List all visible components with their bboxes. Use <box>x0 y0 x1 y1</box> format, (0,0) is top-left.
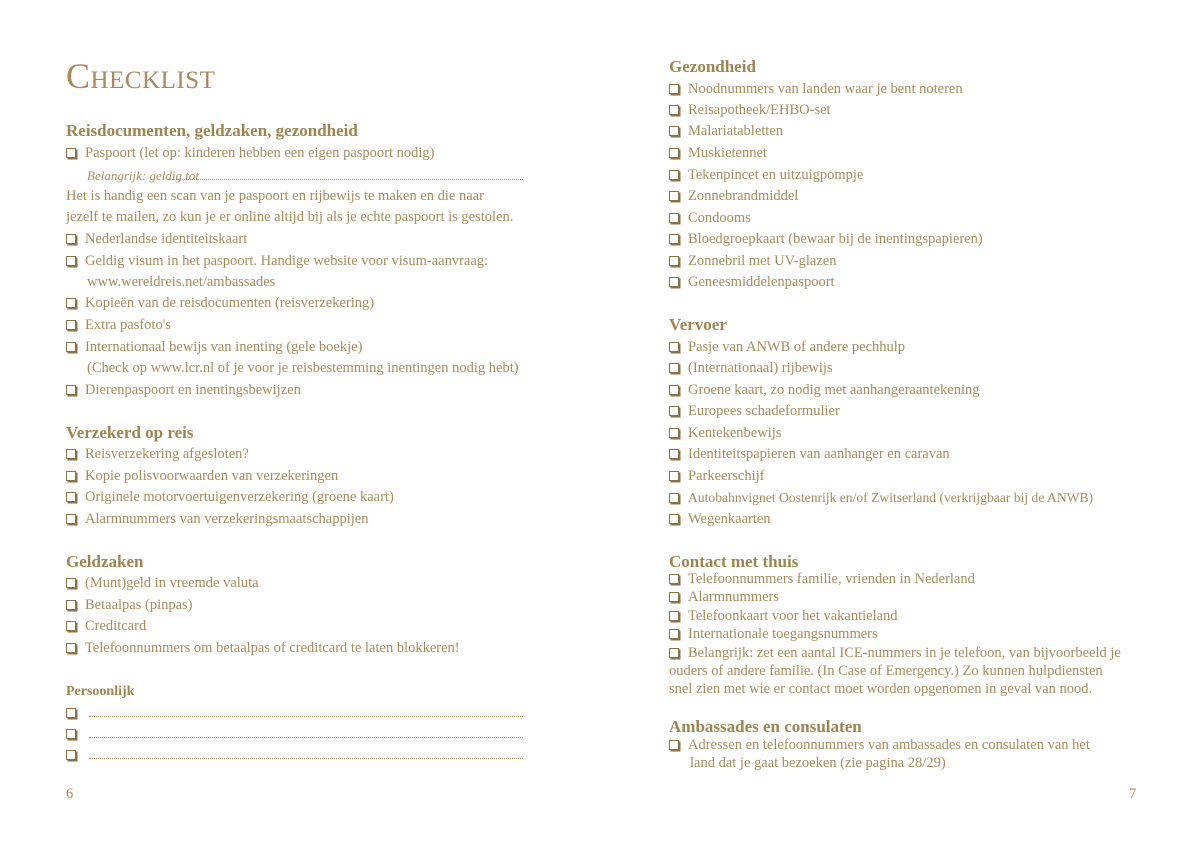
checklist-item[interactable] <box>669 509 771 530</box>
checkbox-icon[interactable] <box>669 574 679 584</box>
checklist-item[interactable] <box>669 121 783 142</box>
checkbox-icon[interactable] <box>669 740 679 750</box>
checklist-item-photos[interactable] <box>66 315 171 336</box>
item-label: Tekenpincet en uitzuigpompje <box>688 167 864 183</box>
checklist-item-pet-passport[interactable] <box>66 380 301 401</box>
checklist-item[interactable] <box>66 573 259 594</box>
checkbox-icon[interactable] <box>66 600 76 610</box>
embassy-note-line: land dat je gaat bezoeken (zie pagina 28/29) <box>690 755 946 771</box>
checkbox-icon[interactable] <box>66 514 76 524</box>
item-label: Wegenkaarten <box>688 511 771 527</box>
page-title: Checklist <box>66 56 216 96</box>
item-label: Telefoonkaart voor het vakantieland <box>688 608 898 624</box>
checkbox-icon[interactable] <box>66 342 76 352</box>
item-label: Belangrijk: zet een aantal ICE-nummers in je telefoon, van bijvoorbeeld je <box>688 645 1121 661</box>
item-label: Internationaal bewijs van inenting (gele boekje) <box>85 339 363 355</box>
item-label: Paspoort (let op: kinderen hebben een eigen paspoort nodig) <box>85 145 435 161</box>
fill-in-line[interactable] <box>89 716 523 717</box>
checkbox-icon[interactable] <box>66 643 76 653</box>
checklist-item[interactable] <box>669 444 950 465</box>
item-label: Nederlandse identiteitskaart <box>85 231 248 247</box>
checklist-item[interactable] <box>669 79 963 100</box>
checkbox-icon[interactable] <box>66 449 76 459</box>
checkbox-icon[interactable] <box>66 492 76 502</box>
checkbox-icon[interactable] <box>669 648 679 658</box>
item-label: Geldig visum in het paspoort. Handige website voor visum-aanvraag: <box>85 253 489 269</box>
visa-website: www.wereldreis.net/ambassades <box>87 274 276 290</box>
item-label: Telefoonnummers familie, vrienden in Nederland <box>688 571 975 587</box>
item-label: Kopieën van de reisdocumenten (reisverzekering) <box>85 295 375 311</box>
item-label: Adressen en telefoonnummers van ambassades en consulaten van het <box>688 737 1090 753</box>
checklist-item-visa[interactable] <box>66 251 488 272</box>
item-label: Originele motorvoertuigenverzekering (groene kaart) <box>85 489 394 505</box>
checklist-item-blank[interactable] <box>66 745 85 766</box>
item-label: Reisverzekering afgesloten? <box>85 446 249 462</box>
checklist-item[interactable] <box>66 466 338 487</box>
checkbox-icon[interactable] <box>66 298 76 308</box>
passport-valid-note: Belangrijk: geldig tot <box>87 168 199 183</box>
item-label: Geneesmiddelenpaspoort <box>688 274 835 290</box>
checklist-item[interactable] <box>669 607 898 626</box>
item-label: Noodnummers van landen waar je bent noteren <box>688 81 963 97</box>
item-label: Muskietennet <box>688 145 767 161</box>
checkbox-icon[interactable] <box>669 170 679 180</box>
checklist-item[interactable] <box>66 487 394 508</box>
item-label: (Munt)geld in vreemde valuta <box>85 575 259 591</box>
checklist-item[interactable] <box>66 595 193 616</box>
checkbox-icon[interactable] <box>669 514 679 524</box>
fill-in-line[interactable] <box>168 179 523 180</box>
checklist-item[interactable] <box>669 143 767 164</box>
checkbox-icon[interactable] <box>669 234 679 244</box>
checkbox-icon[interactable] <box>669 406 679 416</box>
page-number-left: 6 <box>66 786 74 802</box>
checklist-item[interactable] <box>669 251 836 272</box>
checkbox-icon[interactable] <box>669 84 679 94</box>
checkbox-icon[interactable] <box>669 471 679 481</box>
checkbox-icon[interactable] <box>66 256 76 266</box>
item-label: Europees schadeformulier <box>688 403 840 419</box>
item-label: Telefoonnummers om betaalpas of creditcard te laten blokkeren! <box>85 640 460 656</box>
item-label: Kopie polisvoorwaarden van verzekeringen <box>85 468 339 484</box>
checklist-item[interactable] <box>669 423 781 444</box>
tip-text-line: jezelf te mailen, zo kun je er online altijd bij als je echte paspoort is gestolen. <box>66 209 514 225</box>
section-heading-contact: Contact met thuis <box>669 552 799 571</box>
item-label: Creditcard <box>85 618 147 634</box>
checklist-item-vaccination[interactable] <box>66 337 362 358</box>
item-label: Internationale toegangsnummers <box>688 626 878 642</box>
section-heading-insurance: Verzekerd op reis <box>66 423 194 442</box>
checklist-item[interactable] <box>669 401 840 422</box>
item-label: Kentekenbewijs <box>688 425 782 441</box>
checkbox-icon[interactable] <box>669 126 679 136</box>
checkbox-icon[interactable] <box>669 342 679 352</box>
checkbox-icon[interactable] <box>669 191 679 201</box>
checkbox-icon[interactable] <box>669 493 679 503</box>
checklist-item-blank[interactable] <box>66 703 85 724</box>
item-label: Bloedgroepkaart (bewaar bij de inentingspapieren) <box>688 231 983 247</box>
checkbox-icon[interactable] <box>66 148 76 158</box>
item-label: Reisapotheek/EHBO-set <box>688 102 831 118</box>
checkbox-icon[interactable] <box>66 578 76 588</box>
checklist-item[interactable] <box>669 466 765 487</box>
checkbox-icon[interactable] <box>669 611 679 621</box>
item-label: Alarmnummers van verzekeringsmaatschappijen <box>85 511 369 527</box>
checklist-item-passport[interactable] <box>66 143 435 164</box>
ice-note-line: ouders of andere familie. (In Case of Emergency.) Zo kunnen hulpdiensten <box>669 663 1103 679</box>
fill-in-line[interactable] <box>89 737 523 738</box>
checklist-item[interactable] <box>66 638 460 659</box>
checkbox-icon[interactable] <box>66 320 76 330</box>
section-heading-health: Gezondheid <box>669 57 756 76</box>
checkbox-icon[interactable] <box>669 385 679 395</box>
checkbox-icon[interactable] <box>669 256 679 266</box>
checkbox-icon[interactable] <box>669 428 679 438</box>
checkbox-icon[interactable] <box>669 449 679 459</box>
checkbox-icon[interactable] <box>669 277 679 287</box>
checkbox-icon[interactable] <box>66 385 76 395</box>
item-label: Zonnebrandmiddel <box>688 188 799 204</box>
checkbox-icon[interactable] <box>669 105 679 115</box>
checklist-item[interactable] <box>669 186 798 207</box>
checklist-item[interactable] <box>669 165 863 186</box>
item-label: Zonnebril met UV-glazen <box>688 253 837 269</box>
checklist-item[interactable] <box>669 208 751 229</box>
checklist-item-copies[interactable] <box>66 293 374 314</box>
item-label: Extra pasfoto's <box>85 317 171 333</box>
checkbox-icon[interactable] <box>66 234 76 244</box>
checklist-item-blank[interactable] <box>66 724 85 745</box>
checkbox-icon[interactable] <box>66 729 76 739</box>
checkbox-icon[interactable] <box>669 148 679 158</box>
section-heading-documents: Reisdocumenten, geldzaken, gezondheid <box>66 121 358 140</box>
item-label: Groene kaart, zo nodig met aanhangeraantekening <box>688 382 980 398</box>
item-label: Condooms <box>688 210 751 226</box>
checklist-item[interactable] <box>669 588 779 607</box>
fill-in-line[interactable] <box>89 758 523 759</box>
section-heading-money: Geldzaken <box>66 552 144 571</box>
checklist-item[interactable] <box>669 625 878 644</box>
checklist-item[interactable] <box>669 337 905 358</box>
item-label: Betaalpas (pinpas) <box>85 597 193 613</box>
checklist-item[interactable] <box>669 570 975 589</box>
checklist-item[interactable] <box>669 487 1093 508</box>
checklist-item[interactable] <box>669 358 833 379</box>
checklist-item[interactable] <box>66 616 146 637</box>
page-number-right: 7 <box>1129 786 1137 802</box>
section-heading-embassy: Ambassades en consulaten <box>669 717 862 736</box>
section-heading-transport: Vervoer <box>669 315 727 334</box>
checkbox-icon[interactable] <box>66 708 76 718</box>
item-label: Identiteitspapieren van aanhanger en caravan <box>688 446 950 462</box>
checklist-item-ice[interactable] <box>669 644 1121 663</box>
checkbox-icon[interactable] <box>66 471 76 481</box>
checkbox-icon[interactable] <box>669 213 679 223</box>
tip-text-line: Het is handig een scan van je paspoort en rijbewijs te maken en die naar <box>66 188 484 204</box>
checkbox-icon[interactable] <box>66 750 76 760</box>
checkbox-icon[interactable] <box>669 629 679 639</box>
item-label: Alarmnummers <box>688 589 780 605</box>
checkbox-icon[interactable] <box>66 621 76 631</box>
item-label: Dierenpaspoort en inentingsbewijzen <box>85 382 301 398</box>
checklist-item[interactable] <box>669 100 831 121</box>
checklist-item[interactable] <box>66 509 368 530</box>
checklist-item-id-card[interactable] <box>66 229 247 250</box>
vaccination-note: (Check op www.lcr.nl of je voor je reisbestemming inentingen nodig hebt) <box>87 360 519 376</box>
checkbox-icon[interactable] <box>669 363 679 373</box>
item-label: Parkeerschijf <box>688 468 765 484</box>
checklist-item[interactable] <box>669 380 979 401</box>
item-label: Malariatabletten <box>688 123 784 139</box>
ice-note-line: snel zien met wie er contact moet worden opgenomen in geval van nood. <box>669 681 1093 697</box>
checklist-item[interactable] <box>669 229 983 250</box>
item-label: Pasje van ANWB of andere pechhulp <box>688 339 906 355</box>
checklist-item[interactable] <box>669 272 835 293</box>
item-label: Autobahnvignet Oostenrijk en/of Zwitserland (verkrijgbaar bij de ANWB) <box>688 490 1094 505</box>
section-heading-personal: Persoonlijk <box>66 684 135 699</box>
checkbox-icon[interactable] <box>669 592 679 602</box>
checklist-item-embassy[interactable] <box>669 736 1090 755</box>
item-label: (Internationaal) rijbewijs <box>688 360 833 376</box>
checklist-item[interactable] <box>66 444 249 465</box>
